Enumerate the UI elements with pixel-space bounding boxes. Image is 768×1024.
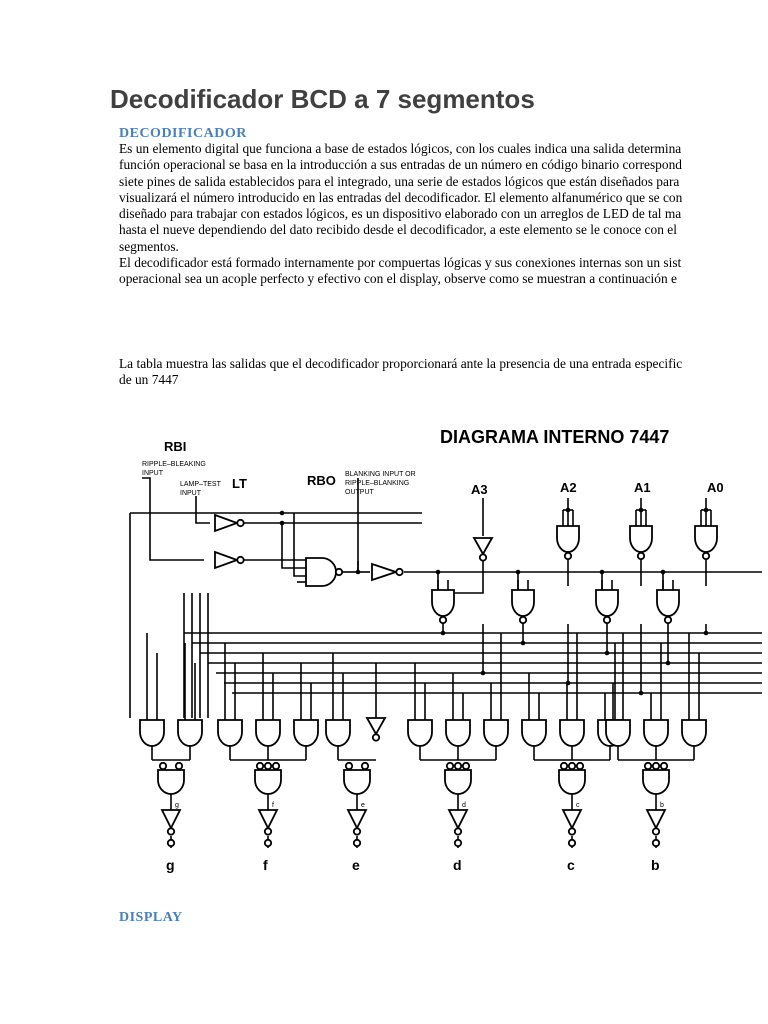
output-label-g: g — [166, 857, 175, 873]
section-heading-decodificador: DECODIFICADOR — [119, 126, 247, 141]
inverter-bubble — [396, 569, 402, 575]
page-title: Decodificador BCD a 7 segmentos — [110, 84, 535, 114]
input-a0-label: A0 — [707, 480, 724, 495]
diagram-title: DIAGRAMA INTERNO 7447 — [440, 427, 670, 447]
inverter-bubble — [265, 828, 271, 834]
section-heading-display: DISPLAY — [119, 910, 183, 925]
inverter-bubble — [565, 553, 571, 559]
inverter-bubble — [176, 763, 182, 769]
output-small-label: g — [175, 802, 179, 809]
output-inverter — [647, 810, 665, 828]
inverter-bubble — [455, 763, 461, 769]
junction-dot — [516, 570, 521, 575]
inverter-bubble — [265, 763, 271, 769]
inverter-bubble — [703, 553, 709, 559]
input-nand-gate — [630, 526, 652, 552]
inverter-bubble — [638, 553, 644, 559]
inverter-bubble — [237, 520, 243, 526]
buffer-nand-gate — [596, 590, 618, 616]
junction-dot — [481, 671, 486, 676]
input-a2-label: A2 — [560, 480, 577, 495]
inverter-bubble — [653, 763, 659, 769]
rbo-inverter — [372, 564, 396, 580]
inverter-bubble — [604, 617, 610, 623]
inverter-bubble — [168, 840, 174, 846]
a3-inverter — [474, 538, 492, 554]
decode-inverter — [367, 718, 385, 734]
rbo-description: BLANKING INPUT OR — [345, 471, 416, 478]
rbi-description: INPUT — [142, 470, 163, 477]
decode-and-gate — [682, 720, 706, 746]
rbo-nand-gate — [306, 558, 336, 586]
rbi-label: RBI — [164, 439, 187, 454]
inverter-bubble — [362, 763, 368, 769]
inverter-bubble — [257, 763, 263, 769]
output-inverter — [259, 810, 277, 828]
rbo-label: RBO — [307, 473, 336, 488]
junction-dot — [600, 570, 605, 575]
output-label-c: c — [567, 857, 575, 873]
lt-label: LT — [232, 476, 247, 491]
paragraph-line: Es un elemento digital que funciona a base de estados lógicos, con los cuales indica una salida determina — [119, 141, 682, 156]
junction-dot — [356, 570, 361, 575]
output-small-label: d — [462, 802, 466, 809]
inverter-bubble — [665, 617, 671, 623]
output-nor-gate — [344, 770, 370, 794]
junction-dot — [521, 641, 526, 646]
decode-and-gate — [218, 720, 242, 746]
inverter-bubble — [168, 828, 174, 834]
inverter-bubble — [569, 828, 575, 834]
junction-dot — [436, 570, 441, 575]
output-label-b: b — [651, 857, 660, 873]
inverter-bubble — [455, 828, 461, 834]
paragraph-line: visualizará el número introducido en las entradas del decodificador. El elemento alfanumérico que se con — [119, 189, 683, 205]
inverter-bubble — [237, 557, 243, 563]
output-label-e: e — [352, 857, 360, 873]
inverter-bubble — [336, 569, 342, 575]
output-nor-gate — [559, 770, 585, 794]
inverter-bubble — [577, 763, 583, 769]
output-nor-gate — [643, 770, 669, 794]
decode-and-gate — [560, 720, 584, 746]
paragraph-line: diseñado para trabajar con estados lógicos, es un dispositivo elaborado con un arreglos de LED de tal ma — [119, 206, 682, 222]
inverter-bubble — [653, 828, 659, 834]
junction-dot — [280, 511, 285, 516]
input-a1-label: A1 — [634, 480, 651, 495]
paragraph-line: función operacional se basa en la introducción a sus entradas de un número en código binario correspond — [119, 157, 682, 173]
decode-and-gate — [606, 720, 630, 746]
inverter-bubble — [160, 763, 166, 769]
output-nor-gate — [158, 770, 184, 794]
junction-dot — [566, 681, 571, 686]
output-inverter — [563, 810, 581, 828]
paragraph-line: segmentos. — [119, 238, 179, 254]
junction-dot — [661, 570, 666, 575]
rbo-description: RIPPLE–BLANKING — [345, 480, 410, 487]
junction-dot — [666, 661, 671, 666]
input-nand-gate — [557, 526, 579, 552]
decode-and-gate — [408, 720, 432, 746]
decode-and-gate — [484, 720, 508, 746]
junction-dot — [280, 521, 285, 526]
junction-dot — [605, 651, 610, 656]
input-nand-gate — [695, 526, 717, 552]
output-small-label: f — [272, 802, 274, 809]
buffer-nand-gate — [432, 590, 454, 616]
junction-dot — [639, 508, 644, 513]
output-label-d: d — [453, 857, 462, 873]
decode-and-gate — [140, 720, 164, 746]
junction-dot — [566, 508, 571, 513]
inverter-bubble — [447, 763, 453, 769]
decode-and-gate — [446, 720, 470, 746]
junction-dot — [441, 631, 446, 636]
inverter-bubble — [440, 617, 446, 623]
rbo-description: OUTPUT — [345, 489, 374, 496]
output-nor-gate — [445, 770, 471, 794]
decode-and-gate — [178, 720, 202, 746]
decode-and-gate — [644, 720, 668, 746]
inverter-bubble — [653, 840, 659, 846]
inverter-bubble — [569, 840, 575, 846]
output-nor-gate — [255, 770, 281, 794]
internal-diagram-7447 — [122, 418, 768, 880]
output-small-label: b — [660, 802, 664, 809]
inverter-bubble — [661, 763, 667, 769]
inverter-bubble — [373, 734, 379, 740]
rbi-description: RIPPLE–BLEAKING — [142, 461, 206, 468]
inverter-bubble — [463, 763, 469, 769]
decode-and-gate — [256, 720, 280, 746]
inverter-bubble — [354, 828, 360, 834]
paragraph-line: siete pines de salida establecidos para el integrado, una serie de estados lógicos que están diseñados para — [119, 173, 680, 189]
buffer-nand-gate — [512, 590, 534, 616]
paragraph-line: operacional sea un acople perfecto y efectivo con el display, observe como se muestran a continuación e — [119, 271, 677, 287]
paragraph-line: de un 7447 — [119, 372, 179, 388]
output-small-label: c — [576, 802, 580, 809]
inverter-bubble — [645, 763, 651, 769]
paragraph-line: hasta el nueve dependiendo del dato recibido desde el decodificador, a este elemento se le conoce con el — [119, 222, 677, 238]
inverter-bubble — [569, 763, 575, 769]
buffer-nand-gate — [657, 590, 679, 616]
inverter-bubble — [346, 763, 352, 769]
output-inverter — [348, 810, 366, 828]
inverter-bubble — [480, 554, 486, 560]
output-small-label: e — [361, 802, 365, 809]
circuit-schematic — [122, 418, 768, 880]
output-label-f: f — [263, 857, 268, 873]
junction-dot — [704, 631, 709, 636]
inverter-bubble — [265, 840, 271, 846]
paragraph-decodificador — [119, 141, 682, 288]
lt-inverter — [215, 515, 237, 531]
paragraph-tabla — [119, 356, 682, 389]
decode-and-gate — [326, 720, 350, 746]
paragraph-line: El decodificador está formado internamente por compuertas lógicas y sus conexiones internas son un sist — [119, 255, 682, 271]
inverter-bubble — [273, 763, 279, 769]
wire — [196, 496, 210, 523]
inverter-bubble — [520, 617, 526, 623]
paragraph-line: La tabla muestra las salidas que el decodificador proporcionará ante la presencia de una entrada especific — [119, 356, 683, 371]
decode-and-gate — [522, 720, 546, 746]
rbi-inverter — [215, 552, 237, 568]
output-inverter — [162, 810, 180, 828]
output-inverter — [449, 810, 467, 828]
inverter-bubble — [455, 840, 461, 846]
input-a3-label: A3 — [471, 482, 488, 497]
junction-dot — [704, 508, 709, 513]
junction-dot — [639, 691, 644, 696]
lt-description: LAMP–TEST — [180, 481, 221, 488]
lt-description: INPUT — [180, 490, 201, 497]
decode-and-gate — [294, 720, 318, 746]
inverter-bubble — [561, 763, 567, 769]
inverter-bubble — [354, 840, 360, 846]
